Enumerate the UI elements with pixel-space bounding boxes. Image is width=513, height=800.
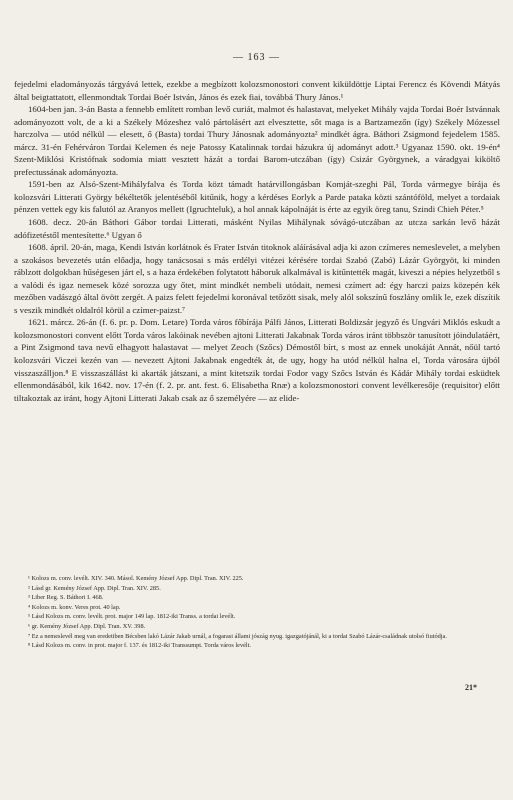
footnote: ⁴ Kolozs m. konv. Veres prot. 40 lap. [28,603,121,611]
paragraph: 1591-ben az Alsó-Szent-Mihályfalva és Torda közt támadt határvillongásban Komját-szeghi Pál, Torda vármegye bírája és kolozsvári Litterati György békéltetők jelentéséből kitűnik, hogy a kérdéses Eorlyk a Parde pataka közti szántóföld, melyet a tordaiak pénzen vettek egy kis falutól az Aranyos mellett (Igruchteluk), a hol annak kápolnáját is érte az egyik öreg tanu, Szindi Chieh Péter.⁵ [14,179,500,215]
footnote: ² Lásd gr. Kemény József App. Dipl. Tran. XIV. 285. [28,584,161,592]
paragraph: 1608. ápril. 20-án, maga, Kendi István korlátnok és Frater István titoknok aláírásával adja ki azon czímeres nemeslevelet, a melyben a szokásos bevezetés után előadja, hogy tanácsosai s más erdélyi vitézei kérésére tordai Szabó (Zabó) Lázár Györgyöt, ki minden ráblzott dolgokban hűségesen járt el, s a haza érdekében folytatott háboruk alkalmával is kitűntették magát, kiveszi a népies helyzetből s a valódi és igaz nemesek közé sorozza ugy őtet, mint mindkét nembeli utódait, nemesi czímert ad: égy harczi paizs közepén kék mezőben vadászgó által övött zergét. A paizs felett fejedelmi koronával tetőzött sisak, mely alól sokszínű foszlány omlik le, ezek díszítik s veszik mindkét oldalról körül a czímer-paizst.⁷ [14,242,500,315]
footnote: ⁷ Ez a nemeslevél meg van eredetiben Bécsben lakó Lázár Jakab urnál, a fogarasi állami jószág nyug. igazgatójánál, ki a tordai Szabó Lázár-családnak utolsó fiutódja. [28,632,447,640]
page-number: — 163 — [233,52,280,63]
footnote: ⁶ gr. Kemény József App. Dipl. Tran. XV. 398. [28,622,146,630]
paragraph: 1621. márcz. 26-án (f. 6. pr. p. Dom. Letare) Torda város főbírája Pálfi János, Litterati Boldizsár jegyző és Ungvári Miklós eskudt a kolozsmonostori convent előtt Torda város lakóinak nevében ajtoni Litterati Jakabnak Torda város iránt többször tanusított jóindulatáért, a Pint Zsigmond tava nevű elhagyott halastavat — melyet Zeoch (Szőcs) Démostől bírt, s most az ennek unokáját Annát, nőül tartó kolozsvári Viczei kezén van — nevezett Ajtoni Jakabnak engedték át, de ugy, hogy ha utód nélkül halna el, Torda városára újból visszaszálljon.⁸ E visszaszállást ki akarták játszani, a mint kitetszik tordai Fodor vagy Szőcs István és Kádár Mihály tordai esküdtek ellenmondásából, kik 1642. nov. 17-én (f. 2. pr. ant. fest. 6. Elisabetha Rnæ) a kolozsmonostori convent levélkeresője (requisitor) előtt tiltakoztak az iránt, hogy Ajtoni Litterati Jakab csak az ő személyére — az elide- [14,317,500,403]
body-text [14,78,500,404]
paragraph: fejedelmi eladományozás tárgyává lettek, ezekbe a megbízott kolozsmonostori convent kiküldöttje Liptai Ferencz és Kövendi Mátyás által beigtattatott, ellenmondtak Tordai Boér István, János és ezek fiai, továbbá Thury János.¹ [14,79,500,102]
paragraph: 1608. decz. 20-án Báthori Gábor tordai Litterati, másként Nyilas Mihálynak sóvágó-utczában az utcza sarkán levő házát adófizetéstől mentesítette.⁶ Ugyan ő [14,217,500,240]
footnote: ⁵ Lásd Kolozs m. conv. levélt. prot. major 149 lap. 1812-iki Transs. a tordai levélt. [28,613,236,621]
footnote: ³ Liber Reg. S. Báthori I. 468. [28,594,104,602]
paragraph: 1604-ben jan. 3-án Basta a fennebb említett romban levő curiát, malmot és halastavat, melyeket Mihály vajda Tordai Boér Istvánnak adományozott volt, de a ki a Székely Mózeshez való pártolásért azt elvesztette, sőt maga is a Bartzamezőn (így) Székely Mózessel harczolva — utód nélkül — elesett, ő (Basta) tordai Thury Jánosnak adományozta² mindkét ágra. Báthori Zsigmond fejedelem 1585. márcz. 31-én Fehérváron Tordai Kelemen és neje Patossy Katalinnak tordai házukra új adományt adott.³ Ugyanaz 1590. okt. 19-én⁴ Szent-Miklósi Kristófnak sodomia miatt vesztett házát a tordai Barom-utczában (így) Csizár Györgynek, a váradgyai kiköltő prefectussának adományozta. [14,104,500,177]
signature-mark: 21* [465,683,477,692]
footnotes [16,574,494,651]
footnote: ¹ Kolozs m. conv. levélt. XIV. 340. Másol. Kemény József App. Dipl. Tran. XIV. 225. [28,575,244,582]
footnote: ⁸ Lásd Kolozs m. conv. in prot. major f. 137. és 1812-iki Transsumpt. Torda város levélt. [28,642,251,650]
